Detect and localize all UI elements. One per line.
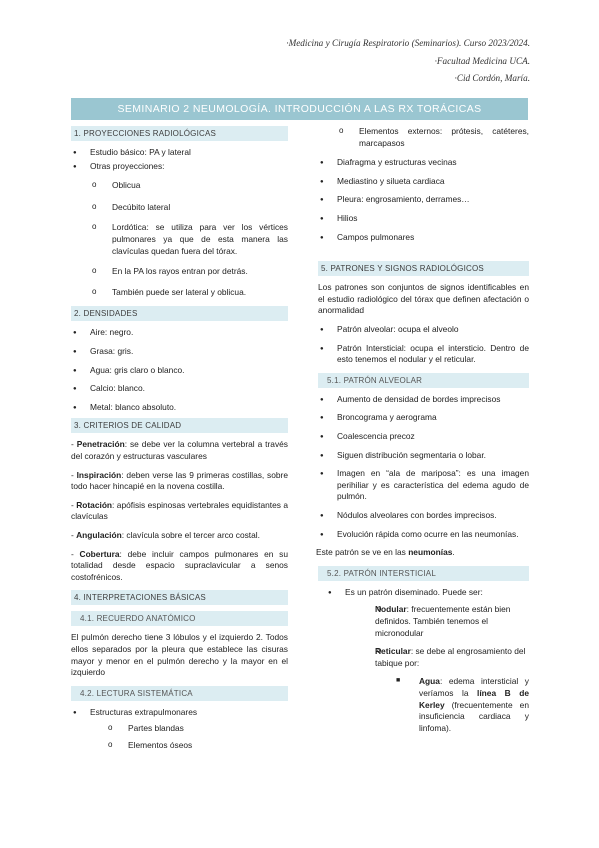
list-item-agua [396,676,529,734]
term: Penetración [76,439,125,450]
term: Inspiración [76,469,122,480]
list-item: o Partes blandas [87,723,288,735]
list-item: ● Calcio: blanco. [71,383,288,395]
densidades-list [71,327,288,413]
definition: : se debe ver la columna vertebral a través del corazón y estructuras vasculares [71,439,288,461]
criterio-cobertura: - Cobertura: debe incluir campos pulmonares en su totalidad desde espacio supraclavicular a senos costofrénicos. [71,548,288,582]
list-item: o Lordótica: se utiliza para ver los vértices pulmonares ya que de esta manera las clavículas quedan fuera del tórax. [71,222,288,257]
list-item: ● Aire: negro. [71,327,288,339]
criterio-penetracion: - Penetración: se debe ver la columna vertebral a través del corazón y estructuras vasculares [71,439,288,461]
list-item: ● Broncograma y aerograma [318,412,529,424]
list-item-reticular [356,646,529,669]
list-item: ● Agua: gris claro o blanco. [71,365,288,377]
list-item: ● Imagen en “ala de mariposa”: es una imagen perihiliar y es característica del edema agudo de pulmón. [318,468,529,503]
list-item: ● Aumento de densidad de bordes imprecisos [318,394,529,406]
lectura-list [71,707,288,752]
criterio-inspiracion: - Inspiración: deben verse las 9 primeras costillas, sobre todo hacer hincapié en la novena costilla. [71,469,288,492]
section-heading-criterios: 3. CRITERIOS DE CALIDAD [71,418,288,433]
list-item: ● Metal: blanco absoluto. [71,402,288,414]
subsection-heading-intersticial: 5.2. PATRÓN INTERSTICIAL [318,566,529,581]
term: línea B de Kerley [419,687,529,710]
alveolar-note [316,547,529,559]
header-faculty: ·Facultad Medicina UCA. [434,56,530,66]
list-item: ● Patrón Intersticial: ocupa el intersticio. Dentro de esto tenemos el nodular y el reticular. [318,343,529,366]
list-item: ● Pleura: engrosamiento, derrames… [318,194,529,206]
list-item: ● Evolución rápida como ocurre en las neumonías. [318,529,529,541]
list-item: ● Coalescencia precoz [318,431,529,443]
subsection-heading-lectura: 4.2. LECTURA SISTEMÁTICA [71,686,288,701]
note-end: . [452,547,455,558]
list-item: o Oblicua [71,180,288,192]
criterio-rotacion: - Rotación: apófisis espinosas vertebrales equidistantes a clavículas [71,499,289,522]
list-item: o Elementos óseos [87,740,288,752]
criterio-angulacion: - Angulación: clavícula sobre el tercer arco costal. [71,529,260,540]
list-item: ● Otras proyecciones: [71,161,288,173]
list-item: ● Estructuras extrapulmonares [71,707,288,719]
list-item: o Elementos externos: prótesis, catéteres, marcapasos [318,126,529,149]
list-item: ● Patrón alveolar: ocupa el alveolo [318,324,529,336]
square-bullet-icon: ■ [396,677,401,685]
term: Reticular [375,646,411,657]
definition: (frecuentemente en insuficiencia cardiaca y linfoma). [419,699,529,733]
list-item: ● Nódulos alveolares con bordes imprecisos. [318,510,529,522]
section-heading-patrones: 5. PATRONES Y SIGNOS RADIOLÓGICOS [318,261,529,276]
definition: : frecuentemente están bien definidos. También tenemos el micronodular [375,604,511,638]
term: Agua [419,676,440,687]
term: Cobertura [79,548,120,559]
list-item: ● Estudio básico: PA y lateral [71,147,288,159]
alveolar-list [318,394,529,540]
list-item: ● Es un patrón diseminado. Puede ser: [326,587,529,599]
list-item: o También puede ser lateral y oblicua. [71,287,288,299]
note-term: neumonías [408,547,453,558]
list-item: o En la PA los rayos entran por detrás. [71,266,288,278]
list-item: ● Hilios [318,213,529,225]
header-author: ·Cid Cordón, María. [454,73,530,83]
note-text: Este patrón se ve en las [316,547,409,558]
definition: : edema intersticial y veríamos la [419,676,529,698]
definition: : clavícula sobre el tercer arco costal. [121,529,260,540]
section-heading-interpretaciones: 4. INTERPRETACIONES BÁSICAS [71,590,288,605]
section-heading-densidades: 2. DENSIDADES [71,306,288,321]
right-column [318,126,529,734]
left-column [71,126,288,752]
list-item: o Decúbito lateral [71,202,288,214]
section-heading-proyecciones: 1. PROYECCIONES RADIOLÓGICAS [71,126,288,141]
list-item: ● Campos pulmonares [318,232,529,244]
intersticial-list [318,587,529,735]
list-item: ● Siguen distribución segmentaria o lobar. [318,450,529,462]
term: Rotación [76,499,113,510]
recuerdo-paragraph: El pulmón derecho tiene 3 lóbulos y el izquierdo 2. Todos ellos separados por la pleura que establece las cisuras mayor y menor en el pulmón derecho y la mayor en el izquierdo [71,632,288,678]
proyecciones-list [71,147,288,298]
list-item: ● Mediastino y silueta cardiaca [318,176,529,188]
list-item: ● Grasa: gris. [71,346,288,358]
definition: : se debe al engrosamiento del tabique por: [375,646,526,668]
subsection-heading-recuerdo: 4.1. RECUERDO ANATÓMICO [71,611,288,626]
term: Angulación [76,529,122,540]
term: Nodular [375,604,407,615]
document-title: SEMINARIO 2 NEUMOLOGÍA. INTRODUCCIÓN A LAS RX TORÁCICAS [71,98,528,120]
definition: : deben verse las 9 primeras costillas, sobre todo hacer hincapié en la novena costilla. [71,469,288,492]
definition: : apófisis espinosas vertebrales equidistantes a clavículas [71,499,289,522]
header-course: ·Medicina y Cirugía Respiratorio (Seminarios). Curso 2023/2024. [286,38,530,48]
list-item-nodular [356,604,529,639]
patrones-list [318,324,529,366]
list-item: ● Diafragma y estructuras vecinas [318,157,529,169]
definition: : debe incluir campos pulmonares en su totalidad desde espacio supraclavicular a senos costofrénicos. [71,548,288,582]
patrones-paragraph: Los patrones son conjuntos de signos identificables en el estudio radiológico del tórax que definen afectación o anormalidad [318,282,529,316]
lectura-list-continued [318,126,529,243]
subsection-heading-alveolar: 5.1. PATRÓN ALVEOLAR [318,373,529,388]
